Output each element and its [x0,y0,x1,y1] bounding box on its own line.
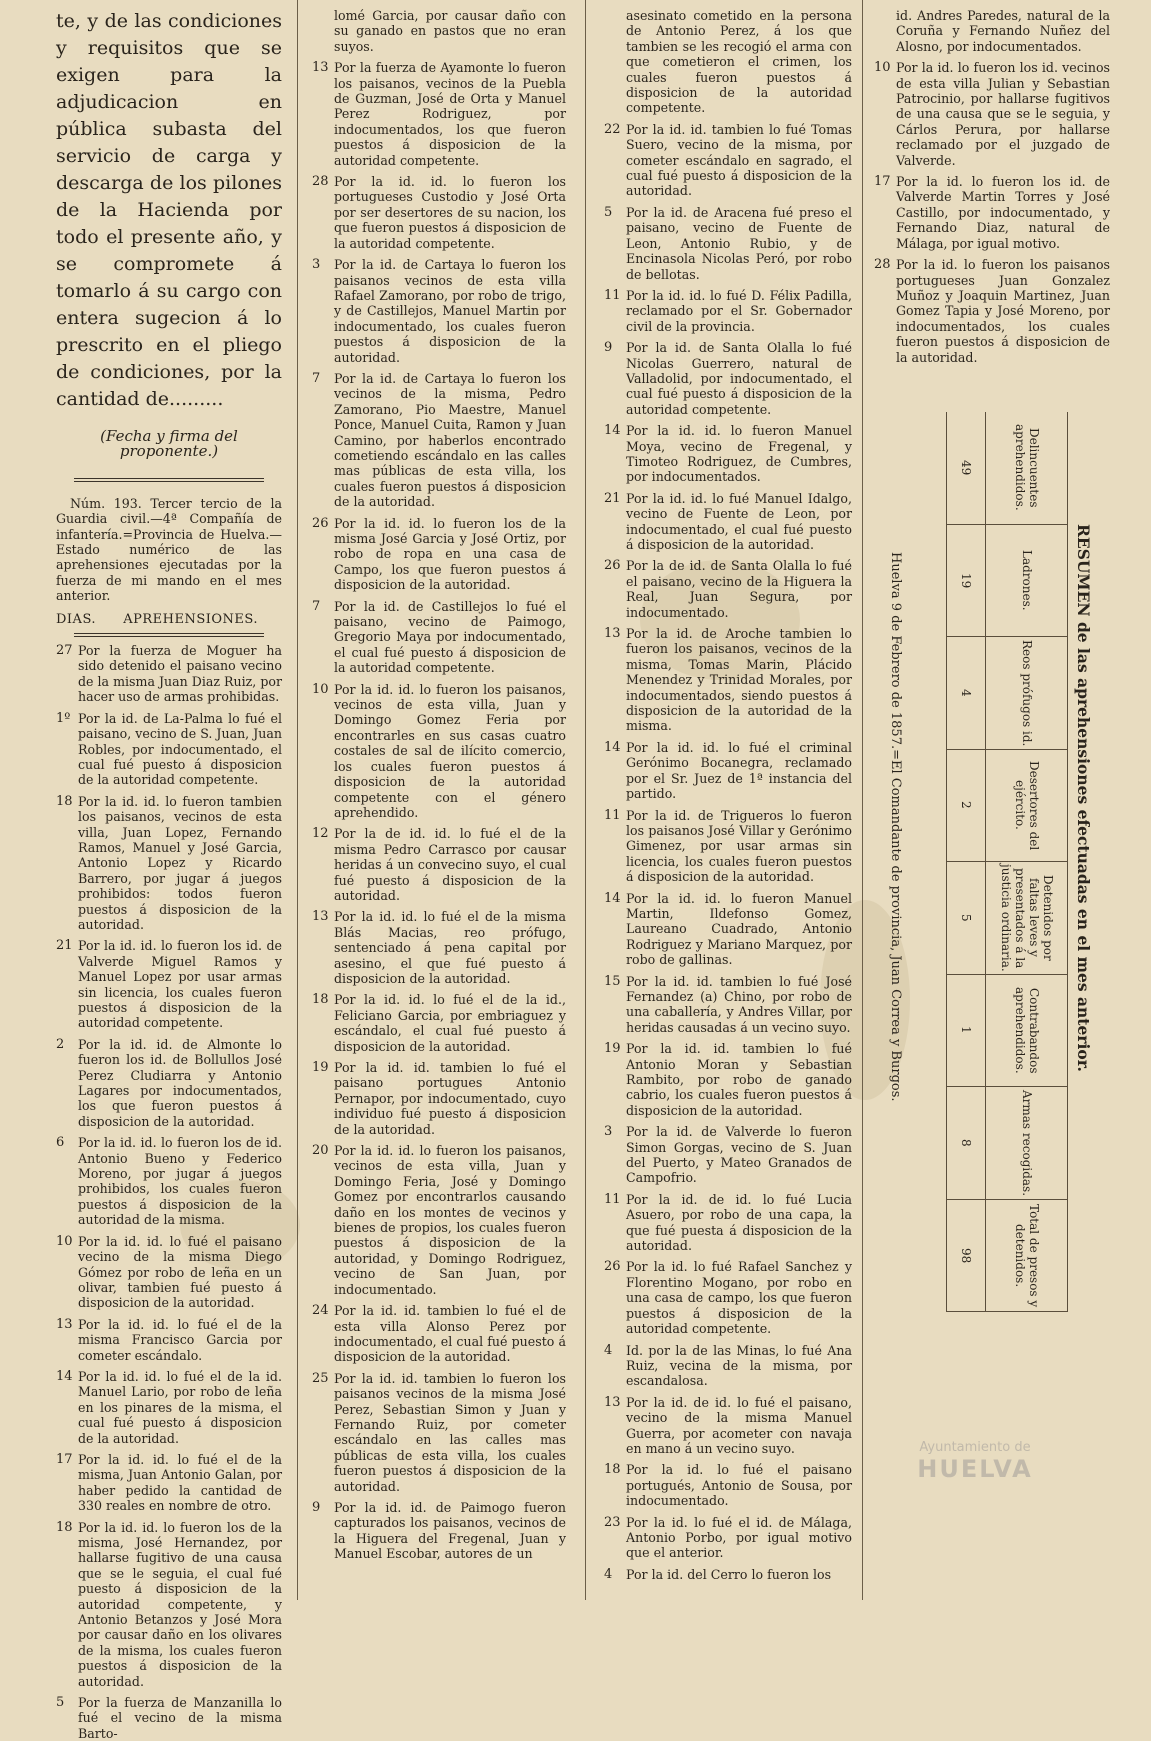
entry-day: 6 [56,1135,65,1151]
entry-text: Por la id. de Aracena fué preso el paisano, vecino de Fuente de Leon, Antonio Rubio, y de Encinasola Nicolas Peró, por robo de bellotas. [626,204,852,282]
summary-row [947,412,1067,525]
entry-day: 10 [874,60,891,76]
entry-day: 10 [312,681,329,697]
entry-day: 18 [312,992,329,1008]
entry-list [56,643,282,1741]
entry-day: 18 [604,1462,621,1478]
entry-text: Por la id. id. lo fué el paisano vecino de la misma Diego Gómez por robo de leña en un olivar, tambien fué puesto á disposicion de la autoridad. [78,1233,282,1311]
entry-text: Id. por la de las Minas, lo fué Ana Ruiz, vecina de la misma, por escandalosa. [626,1342,852,1389]
entry-text: Por la id. de id. lo fué Lucia Asuero, por robo de una capa, la que fué puesta á disposicion de la autoridad. [626,1191,852,1254]
list-item [874,60,1110,168]
entry-day: 1º [56,710,71,726]
entry-day: 9 [312,1499,321,1515]
list-item [312,599,566,676]
entry-day: 15 [604,973,621,989]
proposal-text: te, y de las condiciones y requisitos que se exigen para la adjudicacion en pública subasta del servicio de carga y descarga de los pilones de la Hacienda por todo el presente año, y se compromete á tomarlo á su cargo con entera sugecion á lo prescrito en el pliego de condiciones, por la cantidad de......... [56,10,282,410]
entry-text: Por la fuerza de Moguer ha sido detenido el paisano vecino de la misma Juan Diaz Ruiz, por hacer uso de armas prohibidas. [78,643,282,705]
report-notice: Núm. 193. Tercer tercio de la Guardia civil.—4ª Compañía de infantería.=Provincia de Huelva.—Estado numérico de las aprehensiones ejecutadas por la fuerza de mi mando en el mes anterior. [56,495,282,604]
summary-label: Detenidos por faltas leves y presentados á la justicia ordinaria. [999,863,1055,972]
entry-text: Por la id. id. tambien lo fué el paisano portugues Antonio Pernapor, por indocumentado, cuyo individuo fué puesto á disposicion de la autoridad. [334,1060,566,1137]
list-item [604,288,852,334]
entry-text: Por la id. id. lo fué el de la misma, Juan Antonio Galan, por haber pedido la cantidad de 330 reales en nombre de otro. [78,1451,282,1514]
entry-text: Por la id. lo fueron los paisanos portugueses Juan Gonzalez Muñoz y Joaquin Martinez, Juan Gomez Tapia y José Moreno, por indocumentados, los cuales fueron puestos á disposicion de la autoridad. [896,257,1110,365]
entry-text: Por la id. de Cartaya lo fueron los vecinos de la misma, Pedro Zamorano, Pio Maestre, Manuel Ponce, Manuel Cuita, Ramon y Juan Camino, por haberlos encontrado cometiendo escándalo en las calles mas públicas de esta villa, los cuales fueron puestos á disposicion de la autoridad. [334,370,566,510]
list-item [604,626,852,734]
entry-text: Por la id. id. lo fué el de la misma Blás Macias, reo prófugo, sentenciado á pena capital por asesino, el que fué puesto á disposicion de la autoridad. [334,909,566,986]
entry-text: Por la id. id. tambien lo fué Antonio Moran y Sebastian Rambito, por robo de ganado cabrio, los cuales fueron puestos á disposicion de la autoridad. [626,1041,852,1118]
entry-text: Por la id. lo fué el id. de Málaga, Antonio Porbo, por igual motivo que el anterior. [626,1514,852,1561]
entry-day: 23 [604,1514,621,1530]
list-item [56,1037,282,1129]
entry-day: 22 [604,121,621,137]
entry-text: Por la fuerza de Ayamonte lo fueron los paisanos, vecinos de la Puebla de Guzman, José de Orta y Manuel Perez Rodriguez, por indocumentados, los que fueron puestos á disposicion de la autoridad competente. [334,60,566,168]
summary-label: Ladrones. [1020,549,1034,611]
entry-day: 28 [312,174,329,190]
list-item [604,891,852,968]
entry-text: Por la id. id. lo fueron Manuel Martin, Ildefonso Gomez, Laureano Cuadrado, Antonio Rodriguez y Mariano Marquez, por robo de gallinas. [626,890,852,968]
list-item [312,909,566,986]
list-item [604,974,852,1036]
entry-text: Por la id. id. lo fué Manuel Idalgo, vecino de Fuente de Leon, por indocumentado, el cual fué puesto á disposicion de la autoridad. [626,490,852,552]
entry-text: Por la id. de Aroche tambien lo fueron los paisanos, vecinos de la misma, Tomas Marin, Plácido Menendez y Trinidad Morales, por indocumentados, siendo puestos á disposicion de la autoridad de la misma. [626,626,852,734]
list-item [874,174,1110,251]
entry-day: 14 [604,739,621,755]
summary-value: 2 [947,750,986,862]
summary-title: RESUMEN de las aprehensiones efectuadas en el mes anterior. [1074,524,1093,1072]
entry-text: Por la id. id. tambien lo fué Tomas Suero, vecino de la misma, por cometer escándalo en sagrado, el cual fué puesto á disposicion de la autoridad. [626,121,852,199]
list-item [312,257,566,365]
entry-text: Por la de id. id. lo fué el de la misma Pedro Carrasco por causar heridas á un convecino suyo, el cual fué puesto á disposicion de la autoridad. [334,826,566,903]
list-item [56,1317,282,1363]
list-item [604,423,852,485]
archive-watermark [905,1440,1045,1483]
entry-day: 13 [56,1316,73,1332]
list-item [604,340,852,417]
entry-day: 7 [312,598,321,614]
entry-day: 14 [604,890,621,906]
entry-day: 18 [56,793,73,809]
summary-label: Reos prófugos id. [1020,639,1034,746]
summary-row [947,525,1067,638]
entry-text: Por la id. id. de Paimogo fueron capturados los paisanos, vecinos de la Higuera del Fregenal, Juan y Manuel Escobar, autores de un [334,1499,566,1562]
entry-day: 5 [56,1695,65,1711]
entry-text: Por la fuerza de Manzanilla lo fué el vecino de la misma Barto- [78,1695,282,1741]
entry-list [874,60,1110,365]
entry-day: 20 [312,1143,329,1159]
summary-grid [946,412,1068,1312]
continuation-text: id. Andres Paredes, natural de la Coruña y Fernando Nuñez del Alosno, por indocumentados. [896,8,1110,54]
column-2 [312,8,566,1592]
section-rule [74,633,264,637]
entry-text: Por la id. id. lo fué el de la id., Feliciano Garcia, por embriaguez y escándalo, el cual fué puesto á disposicion de la autoridad. [334,992,566,1054]
list-item [56,1452,282,1514]
entry-day: 21 [56,938,73,954]
entry-day: 18 [56,1519,73,1535]
summary-label: Contrabandos aprehendidos. [1013,986,1041,1074]
entry-text: Por la id. id. lo fué el de la misma Francisco Garcia por cometer escándalo. [78,1316,282,1363]
entry-day: 21 [604,490,621,506]
list-item [874,257,1110,365]
column-rule [585,0,586,1600]
entry-text: Por la de id. de Santa Olalla lo fué el paisano, vecino de la Higuera la Real, Juan Segura, por indocumentado. [626,558,852,620]
entry-day: 11 [604,287,621,303]
entry-text: Por la id. id. lo fueron los id. de Valverde Miguel Ramos y Manuel Lopez por usar armas sin licencia, los cuales fueron puestos á disposicion de la autoridad competente. [78,938,282,1031]
list-item [312,516,566,593]
list-item [604,1567,852,1582]
entry-text: Por la id. lo fué el paisano portugués, Antonio de Sousa, por indocumentado. [626,1462,852,1509]
list-item [56,1135,282,1227]
aprehensiones-label: APREHENSIONES. [123,611,258,627]
list-item [312,1060,566,1137]
list-item [56,643,282,705]
list-item [604,1343,852,1389]
list-item [604,558,852,620]
summary-value: 5 [947,862,986,974]
list-item [312,60,566,168]
entry-text: Por la id. id. tambien lo fué el de esta villa Alonso Perez por indocumentado, el cual fué puesto á disposicion de la autoridad. [334,1303,566,1365]
summary-row [947,637,1067,750]
entry-day: 13 [604,626,621,642]
summary-row [947,862,1067,975]
watermark-line-2: HUELVA [917,1455,1033,1483]
table-header [56,612,282,627]
summary-value: 4 [947,637,986,749]
entry-day: 26 [312,515,329,531]
entry-text: Por la id. id. tambien lo fueron los paisanos vecinos de la misma José Perez, Sebastian Simon y Juan y Fernando Ruiz, por cometer escándalo en las calles mas públicas de esta villa, los cuales fueron puestos á disposicion de la autoridad. [334,1370,566,1494]
entry-text: Por la id. lo fueron los id. de Valverde Martin Torres y José Castillo, por indocumentado, y Fernando Diaz, natural de Málaga, por igual motivo. [896,174,1110,251]
summary-row [947,1200,1067,1313]
entry-text: Por la id. id. lo fueron los paisanos, vecinos de esta villa, Juan y Domingo Gomez Feria por encontrarles en sus casas cuatro costales de sal de ilícito comercio, los cuales fueron puestos á disposicion de la autoridad competente con el género aprehendido. [334,681,566,820]
summary-label: Delincuentes aprehendidos. [1013,424,1041,512]
summary-value: 8 [947,1087,986,1199]
summary-label: Armas recogidas. [1020,1089,1034,1196]
entry-day: 25 [312,1370,329,1386]
list-item [312,682,566,821]
entry-list [604,122,852,1582]
column-1 [56,8,282,1741]
summary-value: 1 [947,975,986,1087]
list-item [312,826,566,903]
entry-text: Por la id. id. lo fueron los de la misma, José Hernandez, por hallarse fugitivo de una causa que se le seguia, el cual fué puesto á disposicion de la autoridad competente, y Antonio Betanzos y José Mora por causar daño en los olivares de la misma, los cuales fueron puestos á disposicion de la autoridad. [78,1519,282,1689]
entry-list [312,60,566,1561]
entry-text: Por la id. del Cerro lo fueron los [626,1566,832,1582]
summary-value: 98 [947,1200,986,1312]
column-rule [862,0,863,1600]
entry-text: Por la id. de Valverde lo fueron Simon Gorgas, vecino de S. Juan del Puerto, y Mateo Granados de Campofrio. [626,1124,852,1186]
list-item [604,808,852,885]
entry-day: 7 [312,370,321,386]
list-item [312,1303,566,1365]
list-item [604,491,852,553]
entry-day: 27 [56,643,73,659]
list-item [56,938,282,1030]
entry-day: 17 [56,1451,73,1467]
signature-line: (Fecha y firma del proponente.) [100,427,238,461]
entry-day: 26 [604,1259,621,1275]
entry-day: 14 [56,1368,73,1384]
entry-day: 4 [604,1342,613,1358]
entry-day: 26 [604,558,621,574]
entry-day: 4 [604,1566,613,1582]
list-item [312,174,566,251]
entry-day: 11 [604,807,621,823]
list-item [56,711,282,788]
column-3 [604,8,852,1592]
entry-day: 14 [604,423,621,439]
list-item [56,1369,282,1446]
summary-row [947,750,1067,863]
entry-day: 3 [312,257,321,273]
column-rule [297,0,298,1600]
entry-text: Por la id. id. de Almonte lo fueron los id. de Bollullos José Perez Cludiarra y Antonio Lagares por indocumentados, los que fueron puestos á disposicion de la autoridad. [78,1036,282,1129]
entry-day: 2 [56,1036,65,1052]
continuation-text: lomé Garcia, por causar daño con su ganado en pastos que no eran suyos. [334,8,566,54]
entry-text: Por la id. id. lo fueron los de id. Antonio Bueno y Federico Moreno, por jugar á juegos prohibidos, los cuales fueron puestos á disposicion de la autoridad de la misma. [78,1135,282,1228]
list-item [604,1395,852,1457]
list-item [312,1143,566,1297]
entry-text: Por la id. id. tambien lo fué José Fernandez (a) Chino, por robo de una caballería, y Andres Villar, por heridas causadas á un vecino suyo. [626,973,852,1035]
entry-day: 11 [604,1191,621,1207]
summary-row [947,1087,1067,1200]
entry-text: Por la id. lo fué Rafael Sanchez y Florentino Mogano, por robo en una casa de campo, los que fueron puestos á disposicion de la autoridad competente. [626,1259,852,1337]
continuation-text: asesinato cometido en la persona de Antonio Perez, á los que tambien se les recogió el arma con que cometieron el crimen, los cuales fueron puestos á disposicion de la autoridad competente. [626,8,852,116]
entry-day: 13 [312,909,329,925]
entry-text: Por la id. id. lo fué el de la id. Manuel Lario, por robo de leña en los pinares de la misma, el cual fué puesto á disposicion de la autoridad. [78,1368,282,1446]
list-item [604,122,852,199]
list-item [56,1234,282,1311]
entry-day: 3 [604,1124,613,1140]
entry-day: 5 [604,204,613,220]
watermark-line-1: Ayuntamiento de [919,1440,1031,1455]
summary-label: Desertores del ejército. [1013,760,1041,850]
entry-text: Por la id. lo fueron los id. vecinos de esta villa Julian y Sebastian Patrocinio, por hallarse fugitivos de una causa que se le seguia, y Cárlos Perura, por hallarse reclamado por el juzgado de Valverde. [896,60,1110,168]
list-item [56,794,282,933]
entry-day: 19 [312,1060,329,1075]
entry-text: Por la id. id. lo fueron Manuel Moya, vecino de Fregenal, y Timoteo Rodriguez, de Cumbres, por indocumentados. [626,423,852,485]
summary-value: 19 [947,525,986,637]
entry-day: 10 [56,1233,73,1249]
entry-text: Por la id. de Castillejos lo fué el paisano, vecino de Paimogo, Gregorio Maya por indocumentado, el cual fué puesto á disposicion de la autoridad competente. [334,598,566,676]
list-item [604,1124,852,1186]
list-item [312,1371,566,1494]
list-item [604,1259,852,1336]
list-item [604,1515,852,1561]
entry-day: 28 [874,257,891,273]
list-item [312,371,566,510]
entry-text: Por la id. id. lo fué el criminal Gerónimo Bocanegra, reclamado por el Sr. Juez de 1ª instancia del partido. [626,739,852,802]
entry-text: Por la id. id. lo fueron tambien los paisanos, vecinos de esta villa, Juan Lopez, Fernando Ramos, Manuel y José Garcia, Antonio Lopez y Ricardo Barrero, por jugar á juegos prohibidos: todos fueron puestos á disposicion de la autoridad. [78,793,282,932]
list-item [604,1192,852,1254]
entry-text: Por la id. de Santa Olalla lo fué Nicolas Guerrero, natural de Valladolid, por indocumentado, el cual fué puesto á disposicion de la autoridad competente. [626,340,852,417]
entry-text: Por la id. id. lo fueron los de la misma José Garcia y José Ortiz, por robo de ropa en una casa de Campo, los que fueron puestos á disposicion de la autoridad. [334,515,566,593]
entry-text: Por la id. id. lo fueron los paisanos, vecinos de esta villa, Juan y Domingo Feria, José y Domingo Gomez por encontrarlos causando daño en los montes de vecinos y bienes de propios, los cuales fueron puestos á disposicion de la autoridad, y Domingo Rodriguez, vecino de San Juan, por indocumentado. [334,1143,566,1297]
entry-text: Por la id. de Cartaya lo fueron los paisanos vecinos de esta villa Rafael Zamorano, por robo de trigo, y de Castillejos, Manuel Martin por indocumentado, los cuales fueron puestos á disposicion de la autoridad. [334,257,566,365]
summary-label: Total de presos y detenidos. [1013,1203,1041,1307]
section-rule [74,478,264,482]
column-4 [874,8,1110,408]
list-item [56,1520,282,1689]
entry-day: 19 [604,1041,621,1057]
entry-day: 9 [604,340,613,356]
dias-label: DIAS. [56,611,97,627]
entry-text: Por la id. de id. lo fué el paisano, vecino de la misma Manuel Guerra, por acometer con navaja en mano á un vecino suyo. [626,1394,852,1456]
summary-table [874,412,1110,1332]
entry-day: 13 [312,60,329,76]
entry-text: Por la id. de Trigueros lo fueron los paisanos José Villar y Gerónimo Gimenez, por usar armas sin licencia, los cuales fueron puestos á disposicion de la autoridad. [626,807,852,885]
entry-day: 12 [312,826,329,842]
entry-text: Por la id. de La-Palma lo fué el paisano, vecino de S. Juan, Juan Robles, por indocumentado, el cual fué puesto á disposicion de la autoridad competente. [78,710,282,788]
summary-value: 49 [947,412,986,524]
summary-row [947,975,1067,1088]
entry-day: 13 [604,1394,621,1410]
list-item [604,1041,852,1118]
entry-day: 17 [874,174,891,190]
list-item [604,740,852,802]
list-item [604,1462,852,1508]
entry-text: Por la id. id. lo fueron los portugueses Custodio y José Orta por ser desertores de su nacion, los que fueron puestos á disposicion de la autoridad competente. [334,174,566,251]
list-item [312,1500,566,1562]
list-item [56,1695,282,1741]
entry-day: 24 [312,1303,329,1319]
summary-footer: Huelva 9 de Febrero de 1857.=El Comandante de provincia, Juan Correa y Burgos. [888,552,903,1102]
list-item [312,992,566,1054]
entry-text: Por la id. id. lo fué D. Félix Padilla, reclamado por el Sr. Gobernador civil de la provincia. [626,287,852,334]
list-item [604,205,852,282]
